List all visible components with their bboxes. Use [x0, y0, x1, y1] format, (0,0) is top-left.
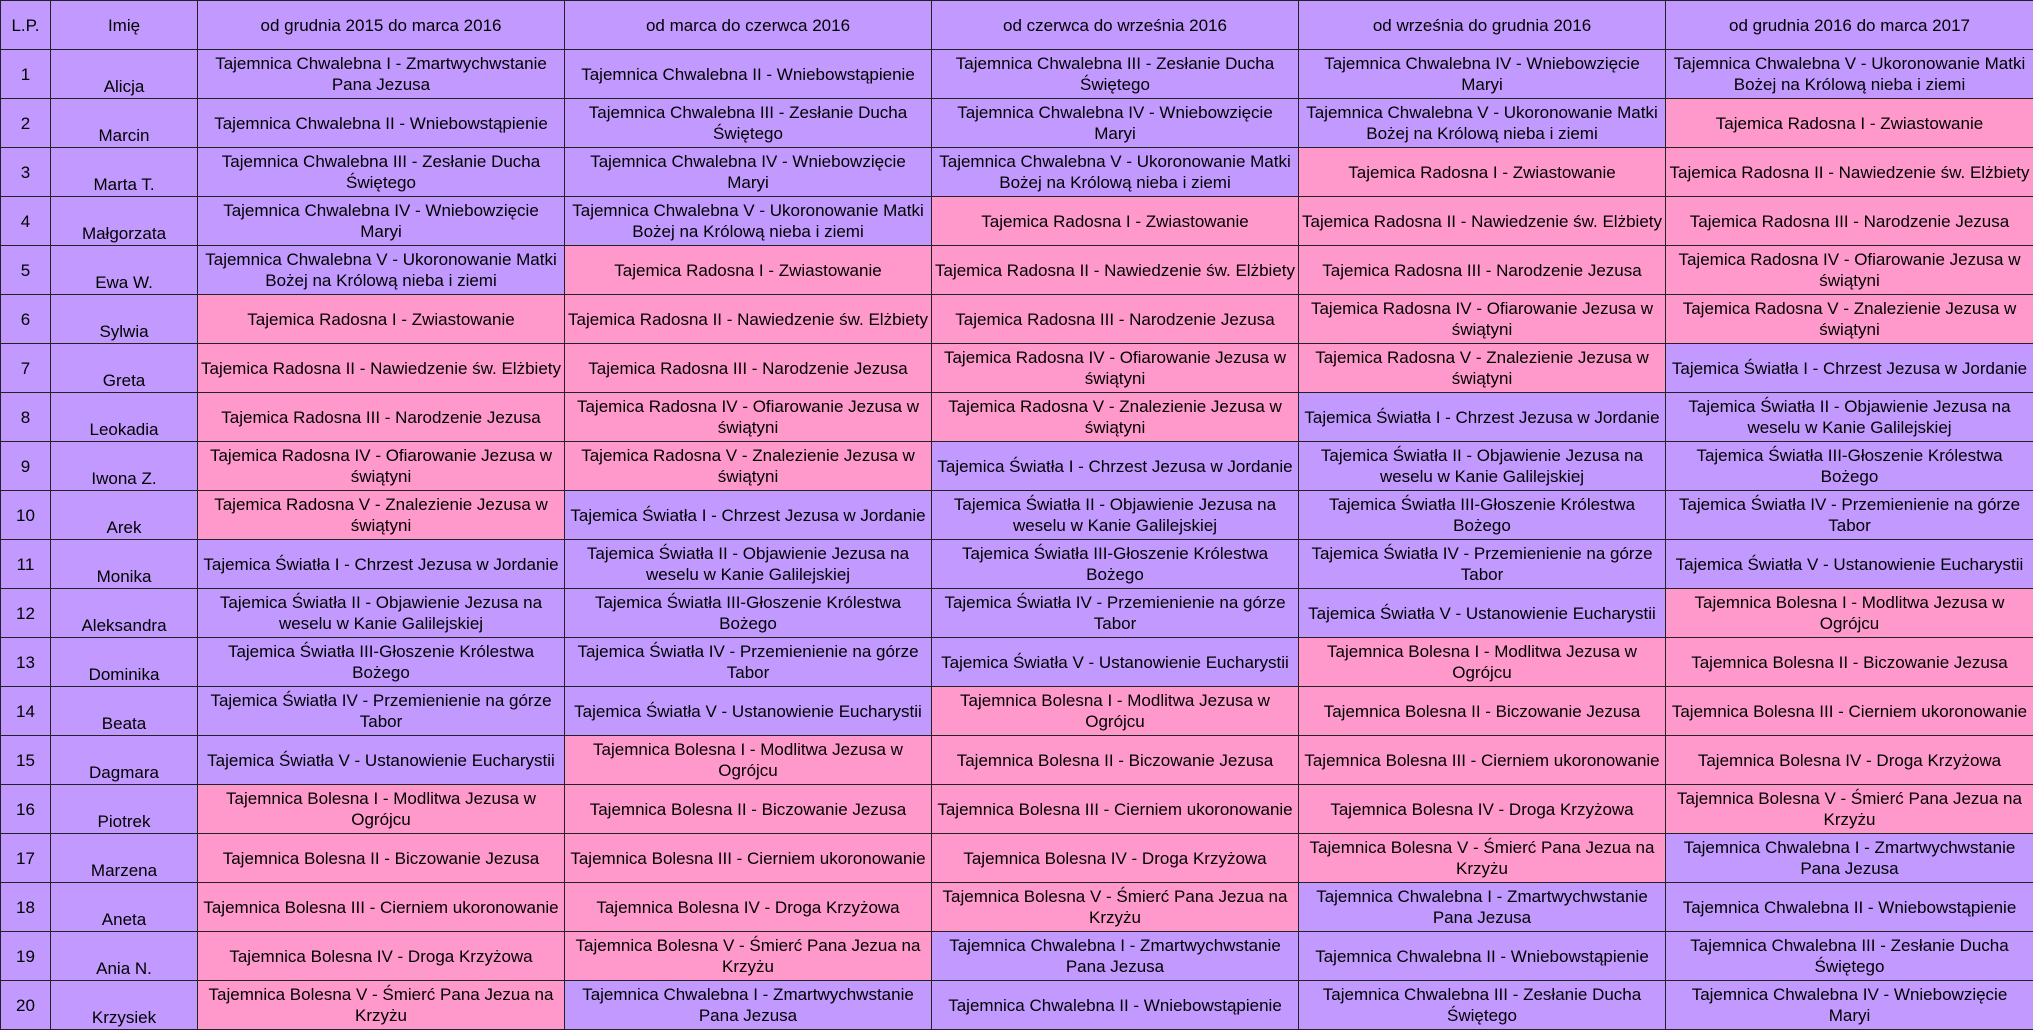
- row-number: 8: [1, 393, 51, 442]
- row-person-name: Marzena: [51, 834, 198, 883]
- row-number: 9: [1, 442, 51, 491]
- mystery-cell: Tajemica Światła IV - Przemienienie na górze Tabor: [198, 687, 565, 736]
- mystery-cell: Tajemnica Chwalebna V - Ukoronowanie Matki Bożej na Królową nieba i ziemi: [932, 148, 1299, 197]
- mystery-cell: Tajemnica Chwalebna III - Zesłanie Ducha Świętego: [1299, 981, 1666, 1030]
- mystery-cell: Tajemnica Bolesna II - Biczowanie Jezusa: [932, 736, 1299, 785]
- row-person-name: Ewa W.: [51, 246, 198, 295]
- mystery-cell: Tajemica Radosna IV - Ofiarowanie Jezusa w świątyni: [198, 442, 565, 491]
- row-number: 7: [1, 344, 51, 393]
- row-person-name: Arek: [51, 491, 198, 540]
- mystery-cell: Tajemica Radosna IV - Ofiarowanie Jezusa w świątyni: [1299, 295, 1666, 344]
- mystery-cell: Tajemica Światła I - Chrzest Jezusa w Jordanie: [565, 491, 932, 540]
- row-person-name: Krzysiek: [51, 981, 198, 1030]
- table-row: [1, 785, 2033, 834]
- mystery-cell: Tajemica Radosna I - Zwiastowanie: [565, 246, 932, 295]
- table-row: [1, 393, 2033, 442]
- header-period-3: od czerwca do września 2016: [932, 1, 1299, 50]
- mystery-cell: Tajemnica Chwalebna II - Wniebowstąpienie: [198, 99, 565, 148]
- table-row: [1, 589, 2033, 638]
- mystery-cell: Tajemica Światła II - Objawienie Jezusa na weselu w Kanie Galilejskiej: [932, 491, 1299, 540]
- mystery-cell: Tajemica Radosna I - Zwiastowanie: [932, 197, 1299, 246]
- mystery-cell: Tajemica Radosna V - Znalezienie Jezusa w świątyni: [932, 393, 1299, 442]
- mystery-cell: Tajemnica Chwalebna II - Wniebowstąpienie: [565, 50, 932, 99]
- row-person-name: Marcin: [51, 99, 198, 148]
- table-row: [1, 834, 2033, 883]
- mystery-cell: Tajemnica Chwalebna II - Wniebowstąpienie: [1299, 932, 1666, 981]
- mystery-cell: Tajemnica Chwalebna III - Zesłanie Ducha Świętego: [1666, 932, 2033, 981]
- row-person-name: Leokadia: [51, 393, 198, 442]
- row-number: 17: [1, 834, 51, 883]
- mystery-cell: Tajemnica Bolesna I - Modlitwa Jezusa w Ogrójcu: [565, 736, 932, 785]
- mystery-cell: Tajemica Światła III-Głoszenie Królestwa Bożego: [932, 540, 1299, 589]
- row-number: 12: [1, 589, 51, 638]
- mystery-cell: Tajemnica Bolesna V - Śmierć Pana Jezua na Krzyżu: [932, 883, 1299, 932]
- header-lp: L.P.: [1, 1, 51, 50]
- mystery-cell: Tajemnica Bolesna IV - Droga Krzyżowa: [1299, 785, 1666, 834]
- mystery-cell: Tajemica Radosna III - Narodzenie Jezusa: [198, 393, 565, 442]
- mystery-cell: Tajemnica Chwalebna IV - Wniebowzięcie Maryi: [198, 197, 565, 246]
- row-person-name: Ania N.: [51, 932, 198, 981]
- row-person-name: Aleksandra: [51, 589, 198, 638]
- mystery-cell: Tajemica Światła V - Ustanowienie Eucharystii: [932, 638, 1299, 687]
- row-number: 3: [1, 148, 51, 197]
- row-number: 19: [1, 932, 51, 981]
- table-row: [1, 295, 2033, 344]
- mystery-cell: Tajemica Radosna II - Nawiedzenie św. Elżbiety: [565, 295, 932, 344]
- table-row: [1, 148, 2033, 197]
- table-row: [1, 981, 2033, 1030]
- mystery-cell: Tajemica Radosna V - Znalezienie Jezusa w świątyni: [1299, 344, 1666, 393]
- mystery-cell: Tajemnica Chwalebna I - Zmartwychwstanie Pana Jezusa: [1666, 834, 2033, 883]
- mystery-cell: Tajemnica Chwalebna V - Ukoronowanie Matki Bożej na Królową nieba i ziemi: [1666, 50, 2033, 99]
- mystery-cell: Tajemica Radosna III - Narodzenie Jezusa: [1666, 197, 2033, 246]
- mystery-cell: Tajemica Światła III-Głoszenie Królestwa Bożego: [198, 638, 565, 687]
- row-number: 13: [1, 638, 51, 687]
- table-row: [1, 344, 2033, 393]
- mystery-cell: Tajemnica Bolesna II - Biczowanie Jezusa: [198, 834, 565, 883]
- mystery-cell: Tajemnica Bolesna III - Cierniem ukoronowanie: [932, 785, 1299, 834]
- mystery-cell: Tajemnica Bolesna I - Modlitwa Jezusa w Ogrójcu: [932, 687, 1299, 736]
- mystery-cell: Tajemnica Chwalebna II - Wniebowstąpienie: [1666, 883, 2033, 932]
- mystery-cell: Tajemica Światła II - Objawienie Jezusa na weselu w Kanie Galilejskiej: [1666, 393, 2033, 442]
- mystery-cell: Tajemnica Bolesna I - Modlitwa Jezusa w Ogrójcu: [1299, 638, 1666, 687]
- mystery-cell: Tajemnica Bolesna I - Modlitwa Jezusa w Ogrójcu: [1666, 589, 2033, 638]
- table-row: [1, 540, 2033, 589]
- mystery-cell: Tajemnica Bolesna IV - Droga Krzyżowa: [565, 883, 932, 932]
- mystery-cell: Tajemnica Chwalebna III - Zesłanie Ducha Świętego: [565, 99, 932, 148]
- mystery-cell: Tajemica Radosna V - Znalezienie Jezusa w świątyni: [1666, 295, 2033, 344]
- mystery-cell: Tajemica Światła V - Ustanowienie Eucharystii: [198, 736, 565, 785]
- mystery-cell: Tajemnica Chwalebna III - Zesłanie Ducha Świętego: [198, 148, 565, 197]
- mystery-cell: Tajemnica Bolesna III - Cierniem ukoronowanie: [565, 834, 932, 883]
- mystery-cell: Tajemnica Bolesna V - Śmierć Pana Jezua na Krzyżu: [198, 981, 565, 1030]
- mystery-cell: Tajemica Światła III-Głoszenie Królestwa Bożego: [1666, 442, 2033, 491]
- mystery-cell: Tajemica Radosna III - Narodzenie Jezusa: [932, 295, 1299, 344]
- table-row: [1, 638, 2033, 687]
- header-row: [1, 1, 2033, 50]
- mystery-cell: Tajemnica Bolesna II - Biczowanie Jezusa: [1666, 638, 2033, 687]
- row-person-name: Monika: [51, 540, 198, 589]
- mystery-cell: Tajemnica Chwalebna I - Zmartwychwstanie Pana Jezusa: [932, 932, 1299, 981]
- row-person-name: Sylwia: [51, 295, 198, 344]
- mystery-cell: Tajemnica Bolesna IV - Droga Krzyżowa: [198, 932, 565, 981]
- row-number: 6: [1, 295, 51, 344]
- mystery-cell: Tajemica Radosna IV - Ofiarowanie Jezusa w świątyni: [565, 393, 932, 442]
- row-person-name: Dominika: [51, 638, 198, 687]
- table-row: [1, 736, 2033, 785]
- mystery-cell: Tajemnica Chwalebna III - Zesłanie Ducha Świętego: [932, 50, 1299, 99]
- mystery-cell: Tajemnica Chwalebna V - Ukoronowanie Matki Bożej na Królową nieba i ziemi: [198, 246, 565, 295]
- table-row: [1, 197, 2033, 246]
- mystery-cell: Tajemica Radosna I - Zwiastowanie: [1666, 99, 2033, 148]
- mystery-cell: Tajemica Radosna V - Znalezienie Jezusa w świątyni: [565, 442, 932, 491]
- header-period-5: od grudnia 2016 do marca 2017: [1666, 1, 2033, 50]
- mystery-cell: Tajemnica Bolesna I - Modlitwa Jezusa w Ogrójcu: [198, 785, 565, 834]
- table-row: [1, 442, 2033, 491]
- row-person-name: Marta T.: [51, 148, 198, 197]
- mystery-cell: Tajemica Światła I - Chrzest Jezusa w Jordanie: [198, 540, 565, 589]
- mystery-cell: Tajemnica Chwalebna V - Ukoronowanie Matki Bożej na Królową nieba i ziemi: [565, 197, 932, 246]
- mystery-cell: Tajemica Światła III-Głoszenie Królestwa Bożego: [1299, 491, 1666, 540]
- mystery-cell: Tajemica Radosna I - Zwiastowanie: [198, 295, 565, 344]
- row-number: 1: [1, 50, 51, 99]
- row-number: 2: [1, 99, 51, 148]
- mystery-cell: Tajemnica Chwalebna I - Zmartwychwstanie Pana Jezusa: [198, 50, 565, 99]
- row-number: 20: [1, 981, 51, 1030]
- mystery-cell: Tajemnica Chwalebna IV - Wniebowzięcie Maryi: [565, 148, 932, 197]
- row-person-name: Piotrek: [51, 785, 198, 834]
- mystery-cell: Tajemica Światła II - Objawienie Jezusa na weselu w Kanie Galilejskiej: [198, 589, 565, 638]
- row-number: 18: [1, 883, 51, 932]
- mystery-cell: Tajemica Światła I - Chrzest Jezusa w Jordanie: [1666, 344, 2033, 393]
- row-number: 10: [1, 491, 51, 540]
- mystery-cell: Tajemica Radosna II - Nawiedzenie św. Elżbiety: [198, 344, 565, 393]
- mystery-cell: Tajemica Radosna III - Narodzenie Jezusa: [1299, 246, 1666, 295]
- row-person-name: Greta: [51, 344, 198, 393]
- mystery-cell: Tajemica Światła IV - Przemienienie na górze Tabor: [932, 589, 1299, 638]
- mystery-cell: Tajemica Radosna I - Zwiastowanie: [1299, 148, 1666, 197]
- row-person-name: Beata: [51, 687, 198, 736]
- mystery-cell: Tajemica Radosna IV - Ofiarowanie Jezusa w świątyni: [1666, 246, 2033, 295]
- mystery-cell: Tajemnica Bolesna V - Śmierć Pana Jezua na Krzyżu: [1299, 834, 1666, 883]
- table-row: [1, 687, 2033, 736]
- mystery-cell: Tajemnica Chwalebna IV - Wniebowzięcie Maryi: [1666, 981, 2033, 1030]
- table-row: [1, 50, 2033, 99]
- mystery-cell: Tajemica Radosna V - Znalezienie Jezusa w świątyni: [198, 491, 565, 540]
- row-number: 11: [1, 540, 51, 589]
- mystery-cell: Tajemica Światła V - Ustanowienie Eucharystii: [1299, 589, 1666, 638]
- row-number: 5: [1, 246, 51, 295]
- row-person-name: Alicja: [51, 50, 198, 99]
- mystery-cell: Tajemica Światła III-Głoszenie Królestwa Bożego: [565, 589, 932, 638]
- table-row: [1, 932, 2033, 981]
- mystery-cell: Tajemica Światła IV - Przemienienie na górze Tabor: [1666, 491, 2033, 540]
- table-row: [1, 491, 2033, 540]
- header-name: Imię: [51, 1, 198, 50]
- mystery-cell: Tajemnica Chwalebna V - Ukoronowanie Matki Bożej na Królową nieba i ziemi: [1299, 99, 1666, 148]
- mystery-cell: Tajemnica Bolesna II - Biczowanie Jezusa: [1299, 687, 1666, 736]
- table-row: [1, 99, 2033, 148]
- mystery-cell: Tajemnica Bolesna III - Cierniem ukoronowanie: [1299, 736, 1666, 785]
- table-row: [1, 246, 2033, 295]
- header-period-2: od marca do czerwca 2016: [565, 1, 932, 50]
- mystery-cell: Tajemica Światła IV - Przemienienie na górze Tabor: [1299, 540, 1666, 589]
- row-person-name: Małgorzata: [51, 197, 198, 246]
- header-period-4: od września do grudnia 2016: [1299, 1, 1666, 50]
- mystery-cell: Tajemica Radosna III - Narodzenie Jezusa: [565, 344, 932, 393]
- mystery-cell: Tajemnica Bolesna III - Cierniem ukoronowanie: [198, 883, 565, 932]
- header-period-1: od grudnia 2015 do marca 2016: [198, 1, 565, 50]
- row-person-name: Iwona Z.: [51, 442, 198, 491]
- mystery-cell: Tajemica Radosna II - Nawiedzenie św. Elżbiety: [1299, 197, 1666, 246]
- row-person-name: Dagmara: [51, 736, 198, 785]
- row-number: 15: [1, 736, 51, 785]
- mystery-cell: Tajemnica Bolesna V - Śmierć Pana Jezua na Krzyżu: [565, 932, 932, 981]
- mystery-cell: Tajemnica Chwalebna I - Zmartwychwstanie Pana Jezusa: [1299, 883, 1666, 932]
- mystery-cell: Tajemica Radosna II - Nawiedzenie św. Elżbiety: [1666, 148, 2033, 197]
- table-row: [1, 883, 2033, 932]
- mystery-cell: Tajemnica Bolesna II - Biczowanie Jezusa: [565, 785, 932, 834]
- mystery-cell: Tajemnica Chwalebna IV - Wniebowzięcie Maryi: [1299, 50, 1666, 99]
- mystery-cell: Tajemnica Bolesna IV - Droga Krzyżowa: [932, 834, 1299, 883]
- mystery-cell: Tajemica Radosna II - Nawiedzenie św. Elżbiety: [932, 246, 1299, 295]
- mystery-cell: Tajemnica Bolesna III - Cierniem ukoronowanie: [1666, 687, 2033, 736]
- mystery-cell: Tajemica Światła I - Chrzest Jezusa w Jordanie: [1299, 393, 1666, 442]
- mystery-cell: Tajemica Światła II - Objawienie Jezusa na weselu w Kanie Galilejskiej: [565, 540, 932, 589]
- row-number: 16: [1, 785, 51, 834]
- row-number: 14: [1, 687, 51, 736]
- mystery-cell: Tajemica Światła V - Ustanowienie Eucharystii: [1666, 540, 2033, 589]
- mystery-cell: Tajemnica Chwalebna IV - Wniebowzięcie Maryi: [932, 99, 1299, 148]
- mystery-cell: Tajemica Światła II - Objawienie Jezusa na weselu w Kanie Galilejskiej: [1299, 442, 1666, 491]
- mystery-cell: Tajemica Światła V - Ustanowienie Eucharystii: [565, 687, 932, 736]
- mystery-cell: Tajemnica Chwalebna I - Zmartwychwstanie Pana Jezusa: [565, 981, 932, 1030]
- mystery-cell: Tajemica Światła IV - Przemienienie na górze Tabor: [565, 638, 932, 687]
- mystery-cell: Tajemnica Bolesna V - Śmierć Pana Jezua na Krzyżu: [1666, 785, 2033, 834]
- row-number: 4: [1, 197, 51, 246]
- mystery-cell: Tajemica Radosna IV - Ofiarowanie Jezusa w świątyni: [932, 344, 1299, 393]
- mystery-cell: Tajemnica Chwalebna II - Wniebowstąpienie: [932, 981, 1299, 1030]
- mystery-cell: Tajemica Światła I - Chrzest Jezusa w Jordanie: [932, 442, 1299, 491]
- row-person-name: Aneta: [51, 883, 198, 932]
- mystery-cell: Tajemnica Bolesna IV - Droga Krzyżowa: [1666, 736, 2033, 785]
